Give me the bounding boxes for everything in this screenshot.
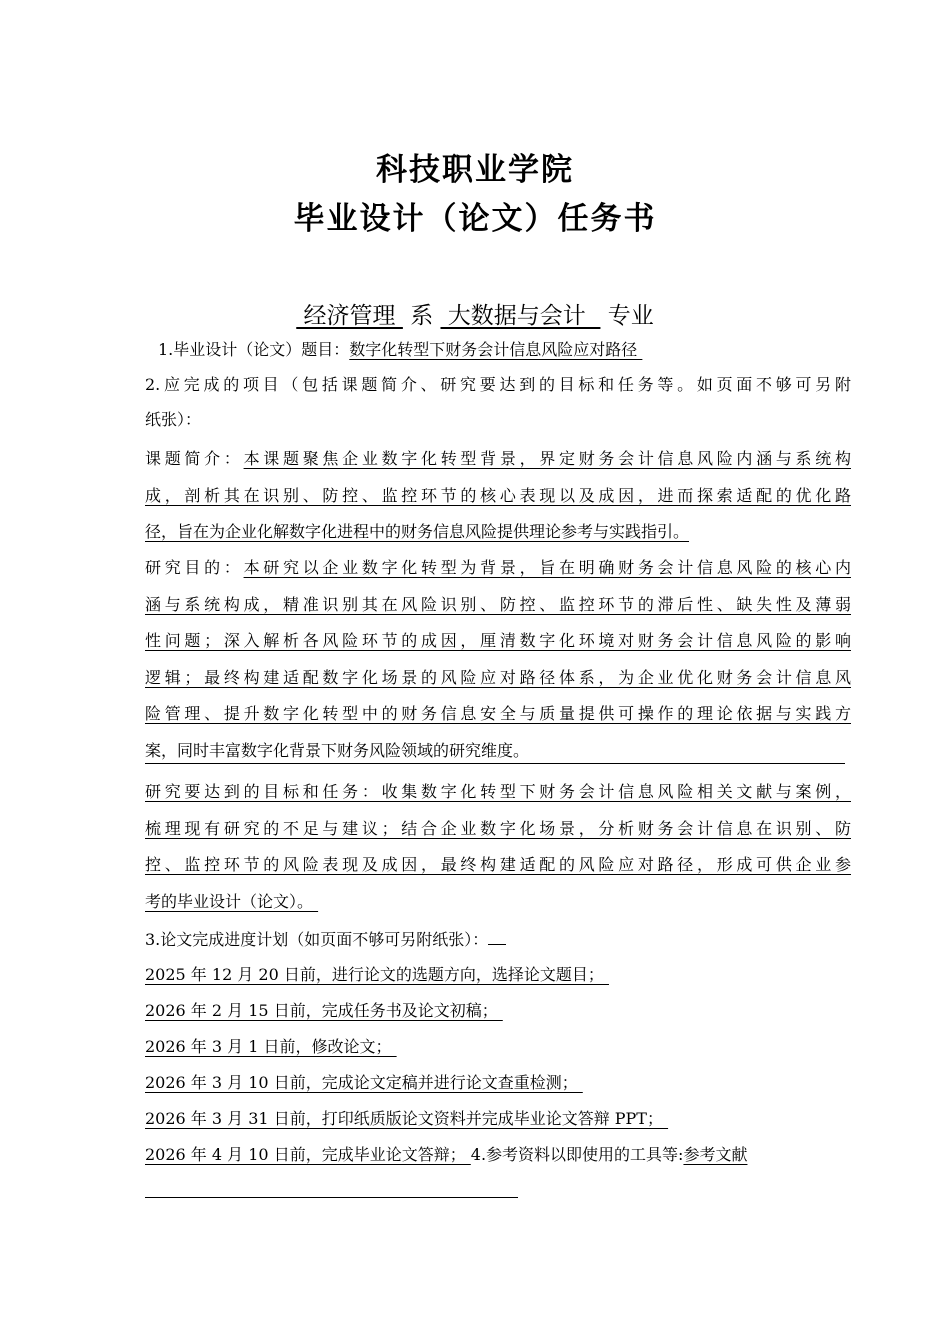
department-major-line xyxy=(0,297,950,330)
school-name: 科技职业学院 xyxy=(376,152,574,188)
intro-text-2: 成，剖析其在识别、防控、监控环节的核心表现以及成因，进而探索适配的优化路 xyxy=(145,486,851,505)
schedule-label-line xyxy=(145,930,506,950)
goals-text-1: 研究要达到的目标和任务：收集数字化转型下财务会计信息风险相关文献与案例， xyxy=(145,782,851,801)
purpose-text-3: 性问题；深入解析各风险环节的成因，厘清数字化环境对财务会计信息风险的影响 xyxy=(145,631,851,650)
intro-text-3: 径，旨在为企业化解数字化进程中的财务信息风险提供理论参考与实践指引。 xyxy=(145,522,690,541)
section4-value: 参考文献 xyxy=(683,1145,748,1164)
schedule-item-4: 2026 年 3 月 10 日前，完成论文定稿并进行论文查重检测； xyxy=(145,1073,583,1092)
section4-label: 4.参考资料以即使用的工具等: xyxy=(470,1145,684,1164)
schedule-item-5: 2026 年 3 月 31 日前，打印纸质版论文资料并完成毕业论文答辩 PPT； xyxy=(145,1109,669,1128)
department-name: 经济管理 xyxy=(296,303,403,329)
blank-fill-line xyxy=(145,1197,518,1198)
section2-line1: 2.应完成的项目（包括课题简介、研究要达到的目标和任务等。如页面不够可另附 xyxy=(145,375,851,394)
schedule-item-3: 2026 年 3 月 1 日前，修改论文； xyxy=(145,1037,397,1056)
purpose-label: 研究目的： xyxy=(145,558,244,577)
major-name: 大数据与会计 xyxy=(440,303,601,329)
schedule-label: 3.论文完成进度计划（如页面不够可另附纸张）： xyxy=(145,930,489,949)
schedule-item-1: 2025 年 12 月 20 日前，进行论文的选题方向，选择论文题目； xyxy=(145,965,609,984)
schedule-label-blank xyxy=(488,930,506,945)
intro-label: 课题简介： xyxy=(145,449,244,468)
purpose-text-1: 本研究以企业数字化转型为背景，旨在明确财务会计信息风险的核心内 xyxy=(243,558,851,577)
document-title: 毕业设计（论文）任务书 xyxy=(293,201,657,237)
section2-line2: 纸张）： xyxy=(145,410,202,429)
topic-value: 数字化转型下财务会计信息风险应对路径 xyxy=(349,340,643,359)
topic-line xyxy=(158,340,642,360)
goals-text-3: 控、监控环节的风险表现及成因，最终构建适配的风险应对路径，形成可供企业参 xyxy=(145,855,851,874)
purpose-text-2: 涵与系统构成，精准识别其在风险识别、防控、监控环节的滞后性、缺失性及薄弱 xyxy=(145,595,851,614)
intro-line-1 xyxy=(145,449,851,469)
goals-text-4: 考的毕业设计（论文）。 xyxy=(145,892,319,911)
department-suffix: 系 xyxy=(410,303,434,329)
major-suffix: 专业 xyxy=(607,303,654,329)
goals-text-2: 梳理现有研究的不足与建议；结合企业数字化场景，分析财务会计信息在识别、防 xyxy=(145,819,851,838)
purpose-text-4: 逻辑；最终构建适配数字化场景的风险应对路径体系，为企业优化财务会计信息风 xyxy=(145,668,851,687)
purpose-text-5: 险管理、提升数字化转型中的财务信息安全与质量提供可操作的理论依据与实践方 xyxy=(145,704,851,723)
intro-text-1: 本课题聚焦企业数字化转型背景，界定财务会计信息风险内涵与系统构 xyxy=(243,449,851,468)
purpose-line-1 xyxy=(145,558,851,578)
topic-label: 1.毕业设计（论文）题目： xyxy=(158,340,350,359)
schedule-item-6: 2026 年 4 月 10 日前，完成毕业论文答辩； xyxy=(145,1145,471,1164)
schedule-item-2: 2026 年 2 月 15 日前，完成任务书及论文初稿； xyxy=(145,1001,503,1020)
schedule-last-line xyxy=(145,1145,747,1165)
purpose-text-6: 案，同时丰富数字化背景下财务风险领域的研究维度。 xyxy=(145,741,845,764)
